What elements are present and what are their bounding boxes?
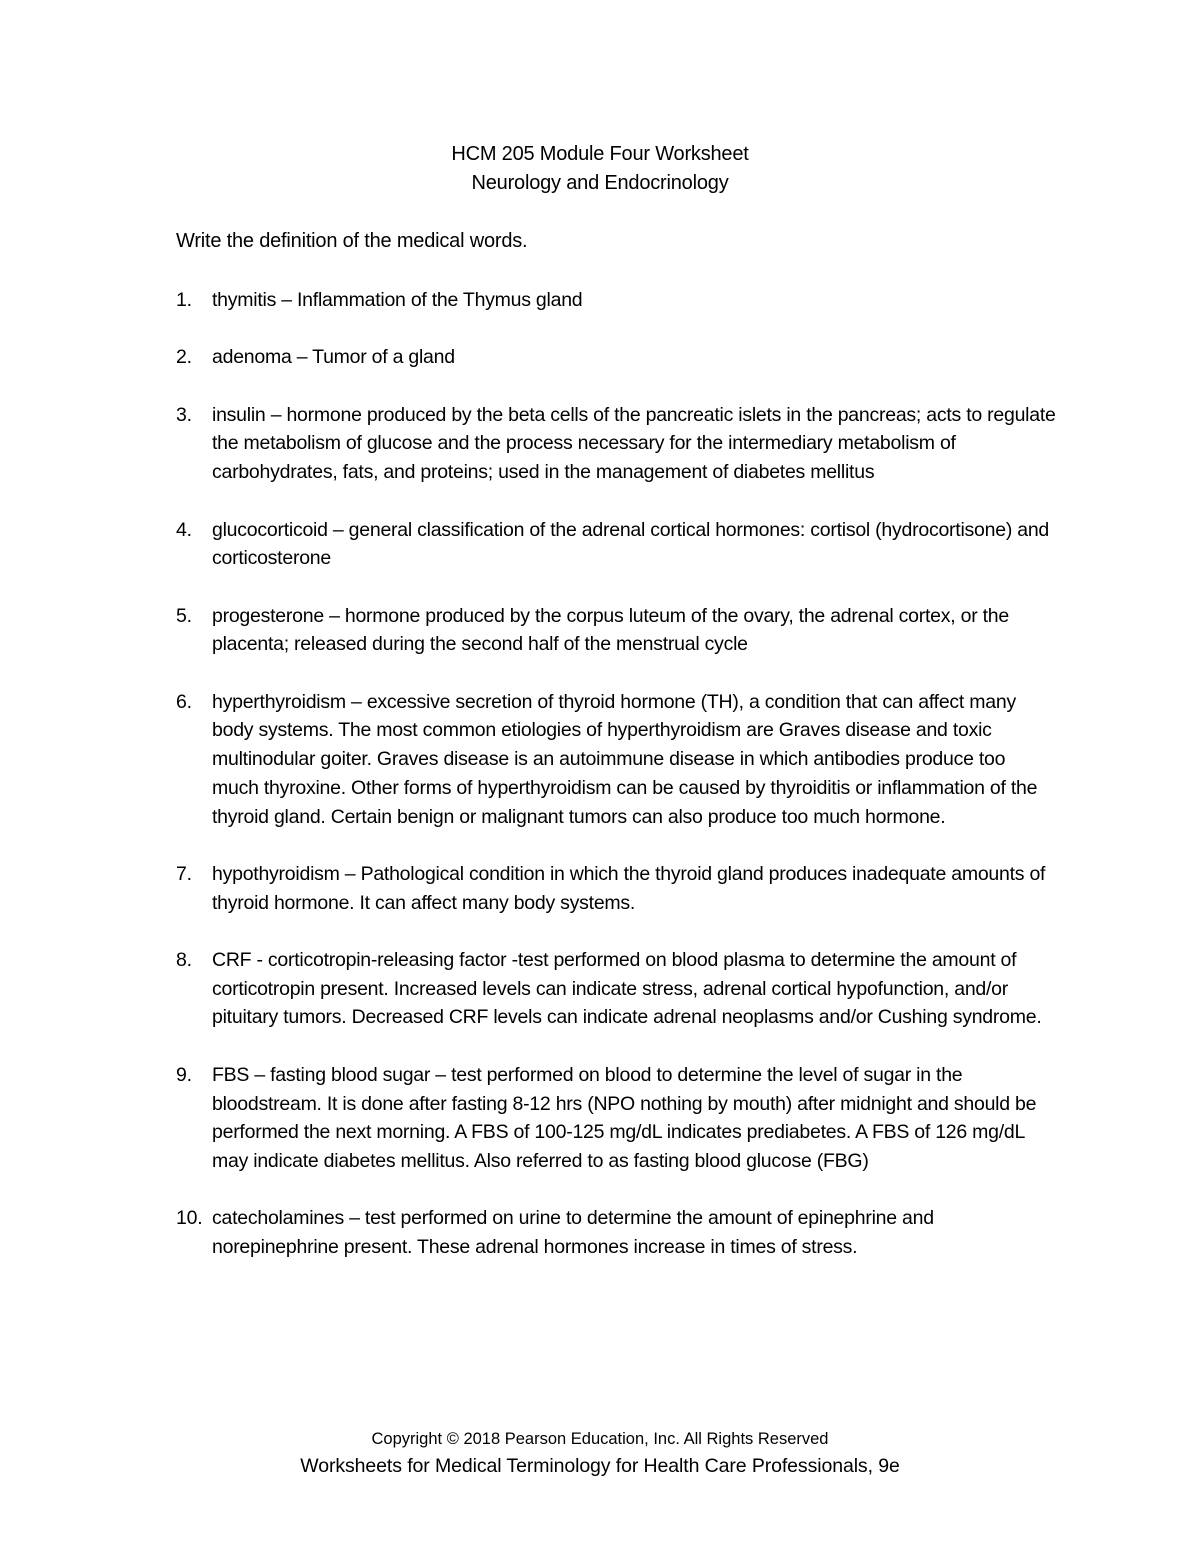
item-text: glucocorticoid – general classification of the adrenal cortical hormones: cortisol (hydrocortisone) and corticosterone <box>212 518 1050 570</box>
book-title-footer: Worksheets for Medical Terminology for Health Care Professionals, 9e <box>300 1455 900 1477</box>
list-item <box>176 688 1056 832</box>
item-number: 2. <box>176 346 192 369</box>
page-subtitle: Neurology and Endocrinology <box>471 172 729 194</box>
item-number: 8. <box>176 949 192 972</box>
list-item <box>176 343 1056 372</box>
item-text: progesterone – hormone produced by the corpus luteum of the ovary, the adrenal cortex, or the placenta; released during the second half of the menstrual cycle <box>212 604 1009 656</box>
item-number: 7. <box>176 862 192 885</box>
item-text: insulin – hormone produced by the beta cells of the pancreatic islets in the pancreas; acts to regulate the metabolism of glucose and the process necessary for the intermediary metabolism of carbohydrates, fats, and proteins; used in the management of diabetes mellitus <box>212 403 1056 484</box>
item-text: adenoma – Tumor of a gland <box>212 346 455 369</box>
item-number: 10. <box>176 1207 203 1230</box>
list-item <box>176 602 1056 659</box>
instruction-text: Write the definition of the medical words. <box>176 230 528 252</box>
item-number: 6. <box>176 690 192 713</box>
item-text: CRF - corticotropin-releasing factor -test performed on blood plasma to determine the amount of corticotropin present. Increased levels can indicate stress, adrenal cortical hypofunction, and/or pituitary tumors. Decreased CRF levels can indicate adrenal neoplasms and/or Cushing syndrome. <box>212 949 1042 1029</box>
item-number: 1. <box>176 289 192 311</box>
item-text: thymitis – Inflammation of the Thymus gland <box>212 289 583 311</box>
item-number: 5. <box>176 604 192 627</box>
item-text: catecholamines – test performed on urine to determine the amount of epinephrine and norepinephrine present. These adrenal hormones increase in times of stress. <box>212 1207 934 1259</box>
list-item <box>176 1061 1056 1176</box>
list-item <box>176 860 1056 917</box>
item-text: hyperthyroidism – excessive secretion of thyroid hormone (TH), a condition that can affect many body systems. The most common etiologies of hyperthyroidism are Graves disease and toxic multinodular goiter. Graves disease is an autoimmune disease in which antibodies produce too much thyroxine. Other forms of hyperthyroidism can be caused by thyroiditis or inflammation of the thyroid gland. Certain benign or malignant tumors can also produce too much hormone. <box>212 690 1038 828</box>
item-number: 3. <box>176 403 192 426</box>
copyright-footer: Copyright © 2018 Pearson Education, Inc. All Rights Reserved <box>371 1430 829 1448</box>
list-item <box>176 516 1056 573</box>
list-item <box>176 946 1056 1032</box>
definition-list <box>176 286 1056 1290</box>
list-item <box>176 286 1056 315</box>
page-title: HCM 205 Module Four Worksheet <box>451 143 749 165</box>
item-number: 4. <box>176 518 192 541</box>
list-item <box>176 401 1056 487</box>
item-text: hypothyroidism – Pathological condition in which the thyroid gland produces inadequate amounts of thyroid hormone. It can affect many body systems. <box>212 862 1046 914</box>
item-text: FBS – fasting blood sugar – test performed on blood to determine the level of sugar in the bloodstream. It is done after fasting 8-12 hrs (NPO nothing by mouth) after midnight and should be performed the next morning. A FBS of 100-125 mg/dL indicates prediabetes. A FBS of 126 mg/dL may indicate diabetes mellitus. Also referred to as fasting blood glucose (FBG) <box>212 1063 1037 1172</box>
list-item <box>176 1204 1056 1261</box>
item-number: 9. <box>176 1063 192 1086</box>
